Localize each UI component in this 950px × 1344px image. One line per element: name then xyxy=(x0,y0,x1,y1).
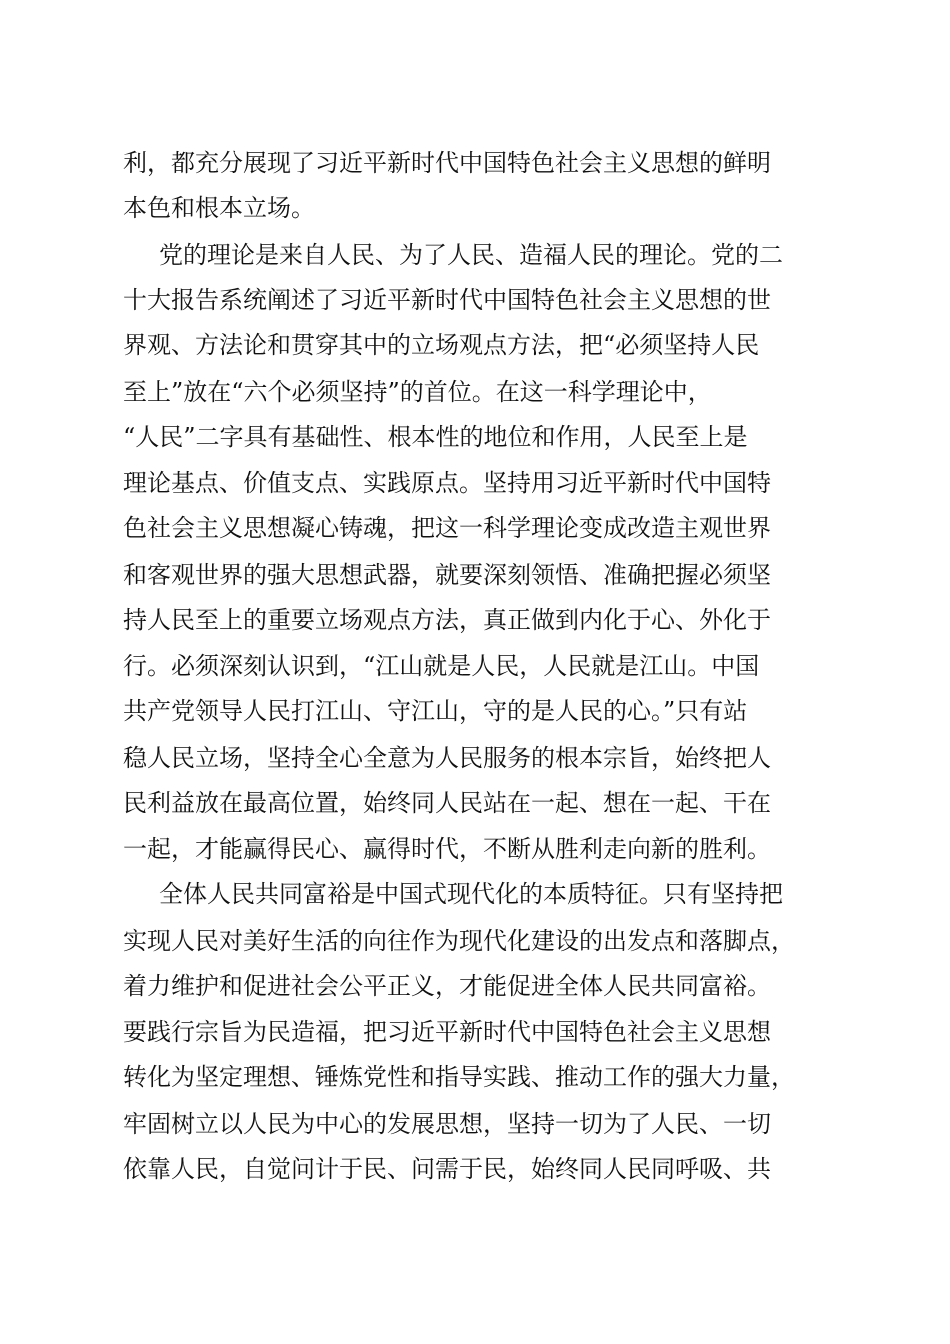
text-line: “人民”二字具有基础性、根本性的地位和作用，人民至上是 xyxy=(123,423,748,451)
text-line: 稳人民立场，坚持全心全意为人民服务的根本宗旨，始终把人 xyxy=(123,744,771,772)
text-line: 依靠人民，自觉问计于民、问需于民，始终同人民同呼吸、共 xyxy=(123,1155,771,1183)
text-line: 色社会主义思想凝心铸魂，把这一科学理论变成改造主观世界 xyxy=(123,514,771,542)
text-line: 全体人民共同富裕是中国式现代化的本质特征。只有坚持把 xyxy=(159,880,783,908)
text-line: 十大报告系统阐述了习近平新时代中国特色社会主义思想的世 xyxy=(123,286,771,314)
text-line: 本色和根本立场。 xyxy=(123,194,315,222)
text-line: 一起，才能赢得民心、赢得时代，不断从胜利走向新的胜利。 xyxy=(123,835,771,863)
text-line: 持人民至上的重要立场观点方法，真正做到内化于心、外化于 xyxy=(123,606,771,634)
text-line: 利，都充分展现了习近平新时代中国特色社会主义思想的鲜明 xyxy=(123,149,771,177)
text-line: 和客观世界的强大思想武器，就要深刻领悟、准确把握必须坚 xyxy=(123,561,771,589)
text-line: 牢固树立以人民为中心的发展思想，坚持一切为了人民、一切 xyxy=(123,1110,771,1138)
text-line: 着力维护和促进社会公平正义，才能促进全体人民共同富裕。 xyxy=(123,972,771,1000)
text-line: 界观、方法论和贯穿其中的立场观点方法，把“必须坚持人民 xyxy=(123,331,760,359)
text-line: 要践行宗旨为民造福，把习近平新时代中国特色社会主义思想 xyxy=(123,1018,771,1046)
text-line: 理论基点、价值支点、实践原点。坚持用习近平新时代中国特 xyxy=(123,469,771,497)
text-line: 至上”放在“六个必须坚持”的首位。在这一科学理论中， xyxy=(123,378,712,406)
text-line: 共产党领导人民打江山、守江山，守的是人民的心。”只有站 xyxy=(123,697,748,725)
text-line: 实现人民对美好生活的向往作为现代化建设的出发点和落脚点， xyxy=(123,927,795,955)
text-line: 党的理论是来自人民、为了人民、造福人民的理论。党的二 xyxy=(159,241,783,269)
text-line: 民利益放在最高位置，始终同人民站在一起、想在一起、干在 xyxy=(123,789,771,817)
text-line: 行。必须深刻认识到，“江山就是人民，人民就是江山。中国 xyxy=(123,652,760,680)
text-line: 转化为坚定理想、锤炼党性和指导实践、推动工作的强大力量， xyxy=(123,1063,795,1091)
